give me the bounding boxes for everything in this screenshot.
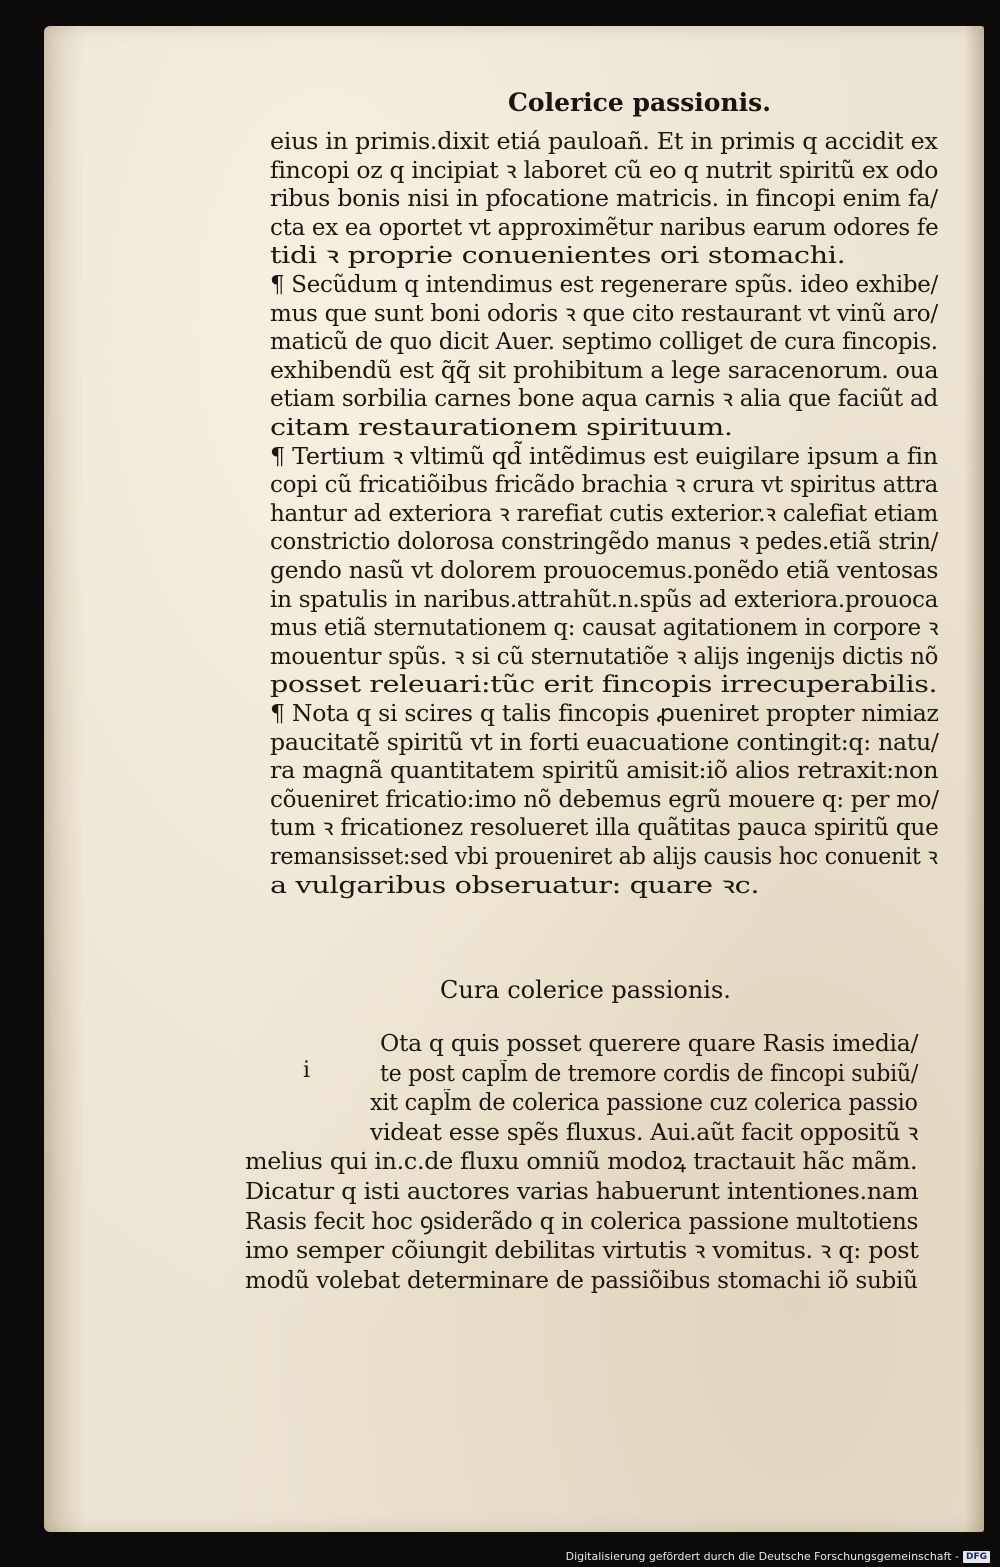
text-line: mus que sunt boni odoris ꝛ que cito restaurant vt vinũ aro/ [270, 300, 938, 327]
text-line: ¶ Tertium ꝛ vltimũ qd̃ intẽdimus est euigilare ipsum a fin [270, 443, 938, 470]
text-line: Ota q quis posset querere quare Rasis imedia/ [380, 1031, 919, 1057]
text-line: mouentur spũs. ꝛ si cũ sternutatiõe ꝛ alijs ingenijs dictis nõ [270, 643, 939, 670]
text-line: posset releuari:tũc erit fincopis irrecuperabilis. [270, 672, 938, 699]
text-line: in spatulis in naribus.attrahũt.n.spũs ad exteriora.prouoca [270, 586, 939, 613]
text-line: cta ex ea oportet vt approximẽtur naribus earum odores fe [270, 214, 939, 241]
credit-text: Digitalisierung gefördert durch die Deutsche Forschungsgemeinschaft - [565, 1550, 959, 1563]
text-line: imo semper cõiungit debilitas virtutis ꝛ vomitus. ꝛ q: post [245, 1238, 919, 1265]
section-heading: Cura colerice passionis. [440, 976, 731, 1004]
text-line: te post capl̃m de tremore cordis de fincopi subiũ/ [380, 1060, 919, 1087]
text-line: a vulgaribus obseruatur: quare ꝛc. [270, 872, 760, 899]
text-line: Dicatur q isti auctores varias habuerunt intentiones.nam [245, 1179, 919, 1205]
text-line: fincopi oz q incipiat ꝛ laboret cũ eo q nutrit spiritũ ex odo [270, 157, 939, 184]
text-line: constrictio dolorosa constringẽdo manus ꝛ pedes.etiã strin/ [270, 529, 939, 556]
text-line: tum ꝛ fricationez resolueret illa quãtitas pauca spiritũ que [270, 815, 939, 842]
running-header: Colerice passionis. [508, 88, 771, 117]
text-line: copi cũ fricatiõibus fricãdo brachia ꝛ crura vt spiritus attra [270, 472, 939, 499]
dfg-logo: DFG [963, 1551, 990, 1563]
text-line: ¶ Secũdum q intendimus est regenerare spũs. ideo exhibe/ [270, 272, 938, 298]
text-line: videat esse spẽs fluxus. Aui.aũt facit oppositũ ꝛ [370, 1119, 919, 1146]
text-line: ra magnã quantitatem spiritũ amisit:iõ alios retraxit:non [270, 758, 939, 785]
text-line: xit capl̃m de colerica passione cuz colerica passio [370, 1090, 918, 1117]
text-line: paucitatẽ spiritũ vt in forti euacuatione contingit:q: natu/ [270, 729, 939, 756]
text-line: remansisset:sed vbi proueniret ab alijs causis hoc conuenit ꝛ [270, 844, 938, 870]
text-line: modũ volebat determinare de passiõibus stomachi iõ subiũ [245, 1267, 918, 1294]
text-line: eius in primis.dixit etiá pauloañ. Et in primis q accidit ex [270, 129, 938, 155]
text-line: maticũ de quo dicit Auer. septimo colliget de cura fincopis. [270, 329, 938, 356]
text-line: citam restaurationem spirituum. [270, 415, 733, 441]
text-line: etiam sorbilia carnes bone aqua carnis ꝛ alia que faciũt ad [270, 386, 939, 413]
text-line: tidi ꝛ proprie conuenientes ori stomachi. [270, 243, 846, 270]
text-line: hantur ad exteriora ꝛ rarefiat cutis exterior.ꝛ calefiat etiam [270, 500, 938, 527]
text-line: ribus bonis nisi in pfocatione matricis. in fincopi enim fa/ [270, 186, 938, 213]
text-line: gendo nasũ vt dolorem prouocemus.ponẽdo etiã ventosas [270, 558, 939, 584]
marginal-letter: i [303, 1058, 311, 1083]
digitization-credit [566, 1550, 990, 1563]
text-line: exhibendũ est q̃q̃ sit prohibitum a lege saracenorum. oua [270, 357, 939, 384]
text-line: Rasis fecit hoc ꝯsiderãdo q in colerica passione multotiens [245, 1208, 919, 1235]
text-line: cõueniret fricatio:imo nõ debemus egrũ mouere q: per mo/ [270, 786, 939, 813]
text-line: mus etiã sternutationem q: causat agitationem in corpore ꝛ [270, 615, 939, 642]
text-line: ¶ Nota q si scires q talis fincopis ꝓueniret propter nimiaz [270, 701, 939, 727]
text-line: melius qui in.c.de fluxu omniũ modoꝝ tractauit hãc mãm. [245, 1149, 918, 1176]
